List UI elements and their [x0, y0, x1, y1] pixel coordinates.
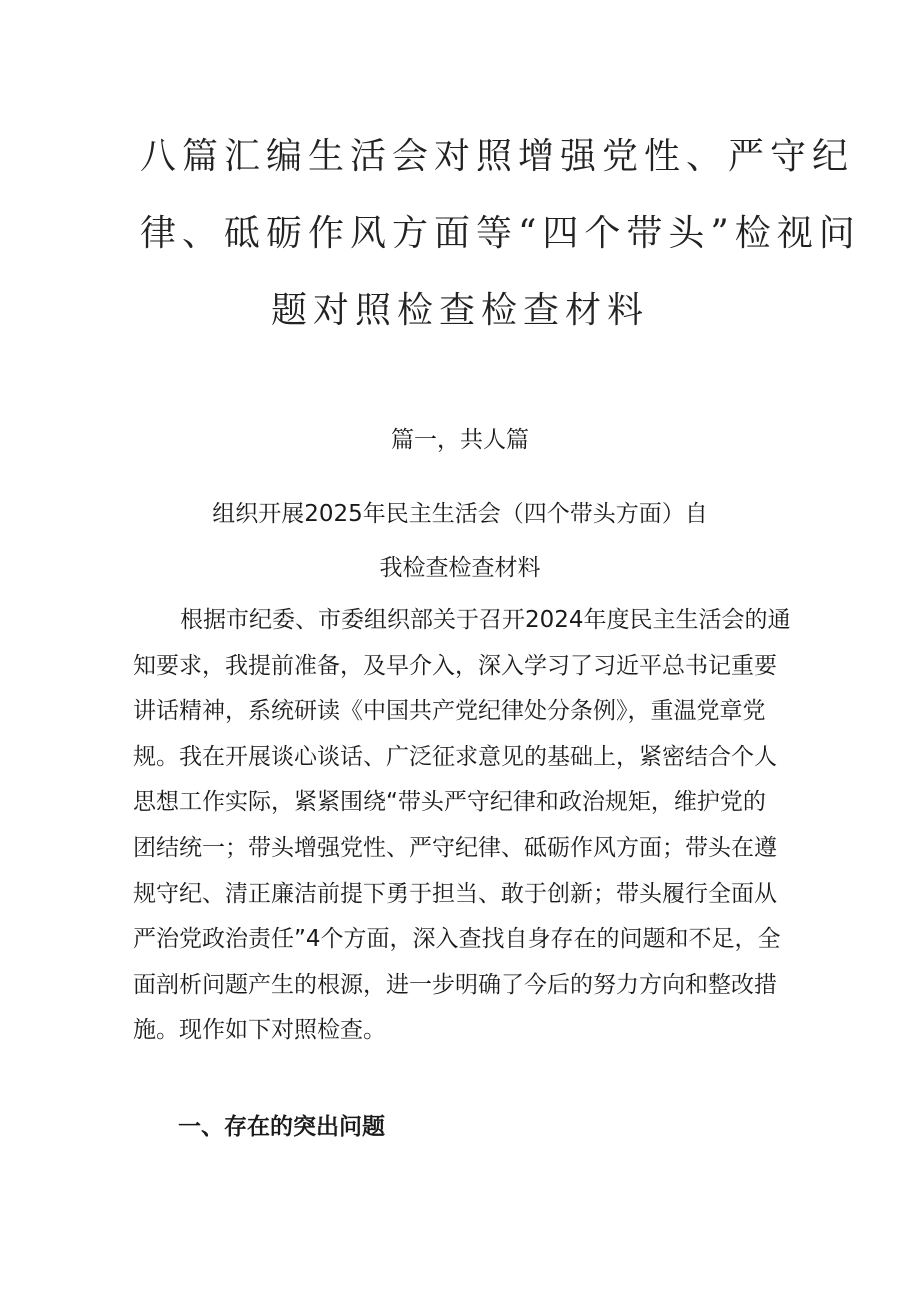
title-line: 题对照检查检查材料 [270, 290, 649, 331]
body-line: 面剖析问题产生的根源，进一步明确了今后的努力方向和整改措 [133, 971, 777, 998]
body-line: 规。我在开展谈心谈话、广泛征求意见的基础上，紧密结合个人 [133, 743, 777, 770]
body-line: 团结统一；带头增强党性、严守纪律、砥砺作风方面；带头在遵 [133, 834, 777, 861]
body-line: 严治党政治责任”4个方面，深入查找自身存在的问题和不足，全 [133, 926, 781, 953]
section-head: 篇一，共人篇 [391, 427, 529, 453]
body-line: 施。现作如下对照检查。 [133, 1017, 386, 1044]
title-line: 八篇汇编生活会对照增强党性、严守纪 [140, 136, 855, 177]
body-line: 根据市纪委、市委组织部关于召开2024年度民主生活会的通 [180, 607, 791, 633]
body-line: 思想工作实际，紧紧围绕“带头严守纪律和政治规矩，维护党的 [133, 789, 766, 816]
body-paragraph [133, 598, 793, 1054]
document-title [140, 118, 861, 349]
body-line: 讲话精神，系统研读《中国共产党纪律处分条例》，重温党章党 [133, 698, 766, 725]
subtitle-line: 组织开展2025年民主生活会（四个带头方面）自 [212, 501, 708, 527]
body-line: 知要求，我提前准备，及早介入，深入学习了习近平总书记重要 [133, 652, 777, 679]
body-line: 规守纪、清正廉洁前提下勇于担当、敢于创新；带头履行全面从 [133, 880, 777, 907]
subtitle-line: 我检查检查材料 [379, 555, 541, 581]
title-line: 律、砥砺作风方面等“四个带头”检视问 [140, 213, 861, 254]
subtitle [180, 487, 740, 595]
heading-level-1: 一、存在的突出问题 [178, 1114, 385, 1140]
